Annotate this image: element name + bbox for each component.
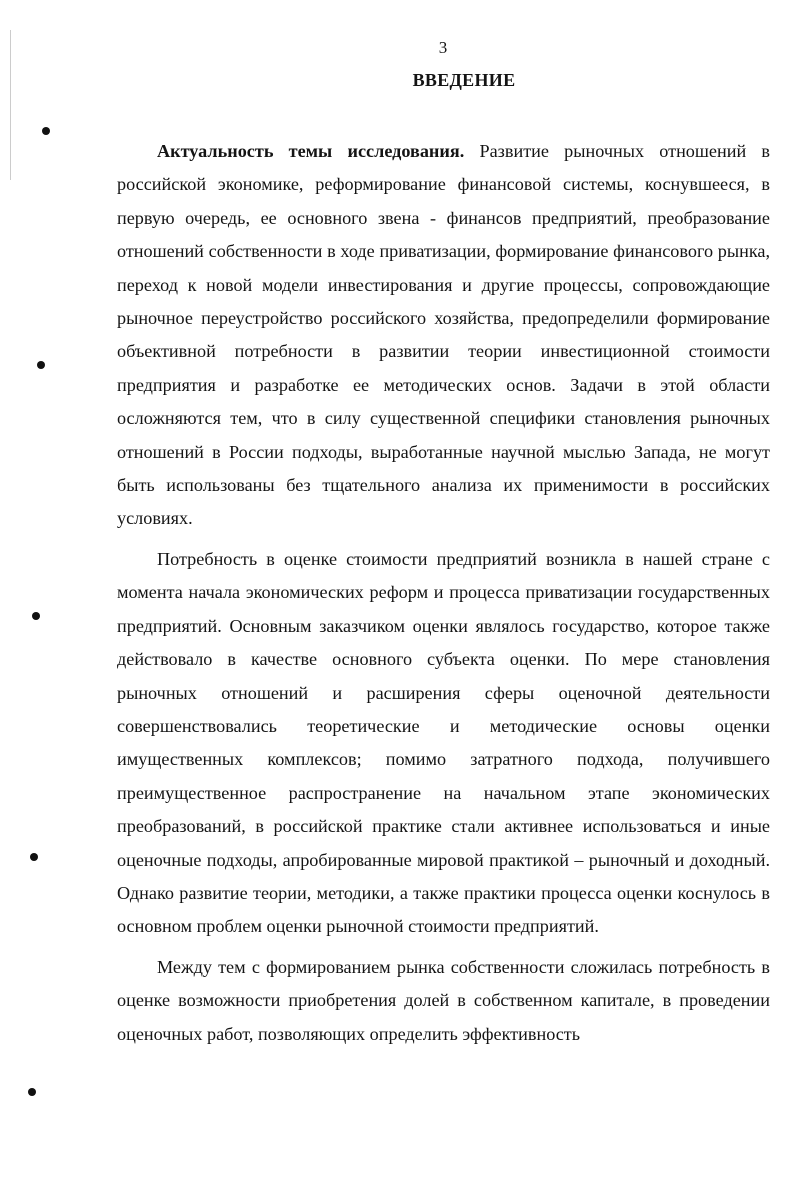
punch-hole-dot xyxy=(32,612,40,620)
paragraph-property-market: Между тем с формированием рынка собственности сложилась потребность в оценке возможности приобретения долей в собственном капитале, в проведении оценочных работ, позволяющих определить эффективность xyxy=(117,956,770,1044)
punch-hole-dot xyxy=(37,361,45,369)
page-heading: ВВЕДЕНИЕ xyxy=(412,70,516,90)
paragraph-lead: Актуальность темы исследования. xyxy=(157,141,465,161)
paragraph-relevance xyxy=(117,135,770,536)
punch-hole-dot xyxy=(42,127,50,135)
punch-hole-dot xyxy=(30,853,38,861)
document-body xyxy=(117,135,770,1051)
paragraph-valuation-need: Потребность в оценке стоимости предприятий возникла в нашей стране с момента начала экономических реформ и процесса приватизации государственных предприятий. Основным заказчиком оценки являлось государство, которое также действовало в качестве основного субъекта оценки. По мере становления рыночных отношений и расширения сферы оценочной деятельности совершенствовались теоретические и методические основы оценки имущественных комплексов; помимо затратного подхода, получившего преимущественное распространение на начальном этапе экономических преобразований, в российской практике стали активнее использоваться и иные оценочные подходы, апробированные мировой практикой – рыночный и доходный. Однако развитие теории, методики, а также практики процесса оценки коснулось в основном проблем оценки рыночной стоимости предприятий. xyxy=(117,548,770,937)
paragraph-text: Развитие рыночных отношений в российской экономике, реформирование финансовой системы, коснувшееся, в первую очередь, ее основного звена - финансов предприятий, преобразование отношений собственности в ходе приватизации, формирование финансового рынка, переход к новой модели инвестирования и другие процессы, сопровождающие рыночное переустройство российского хозяйства, предопределили формирование объективной потребности в развитии теории инвестиционной стоимости предприятия и разработке ее методических основ. Задачи в этой области осложняются тем, что в силу существенной специфики становления рыночных отношений в России подходы, выработанные научной мыслью Запада, не могут быть использованы без тщательного анализа их применимости в российских условиях. xyxy=(117,141,770,529)
punch-hole-dot xyxy=(28,1088,36,1096)
page-number: 3 xyxy=(438,38,448,57)
